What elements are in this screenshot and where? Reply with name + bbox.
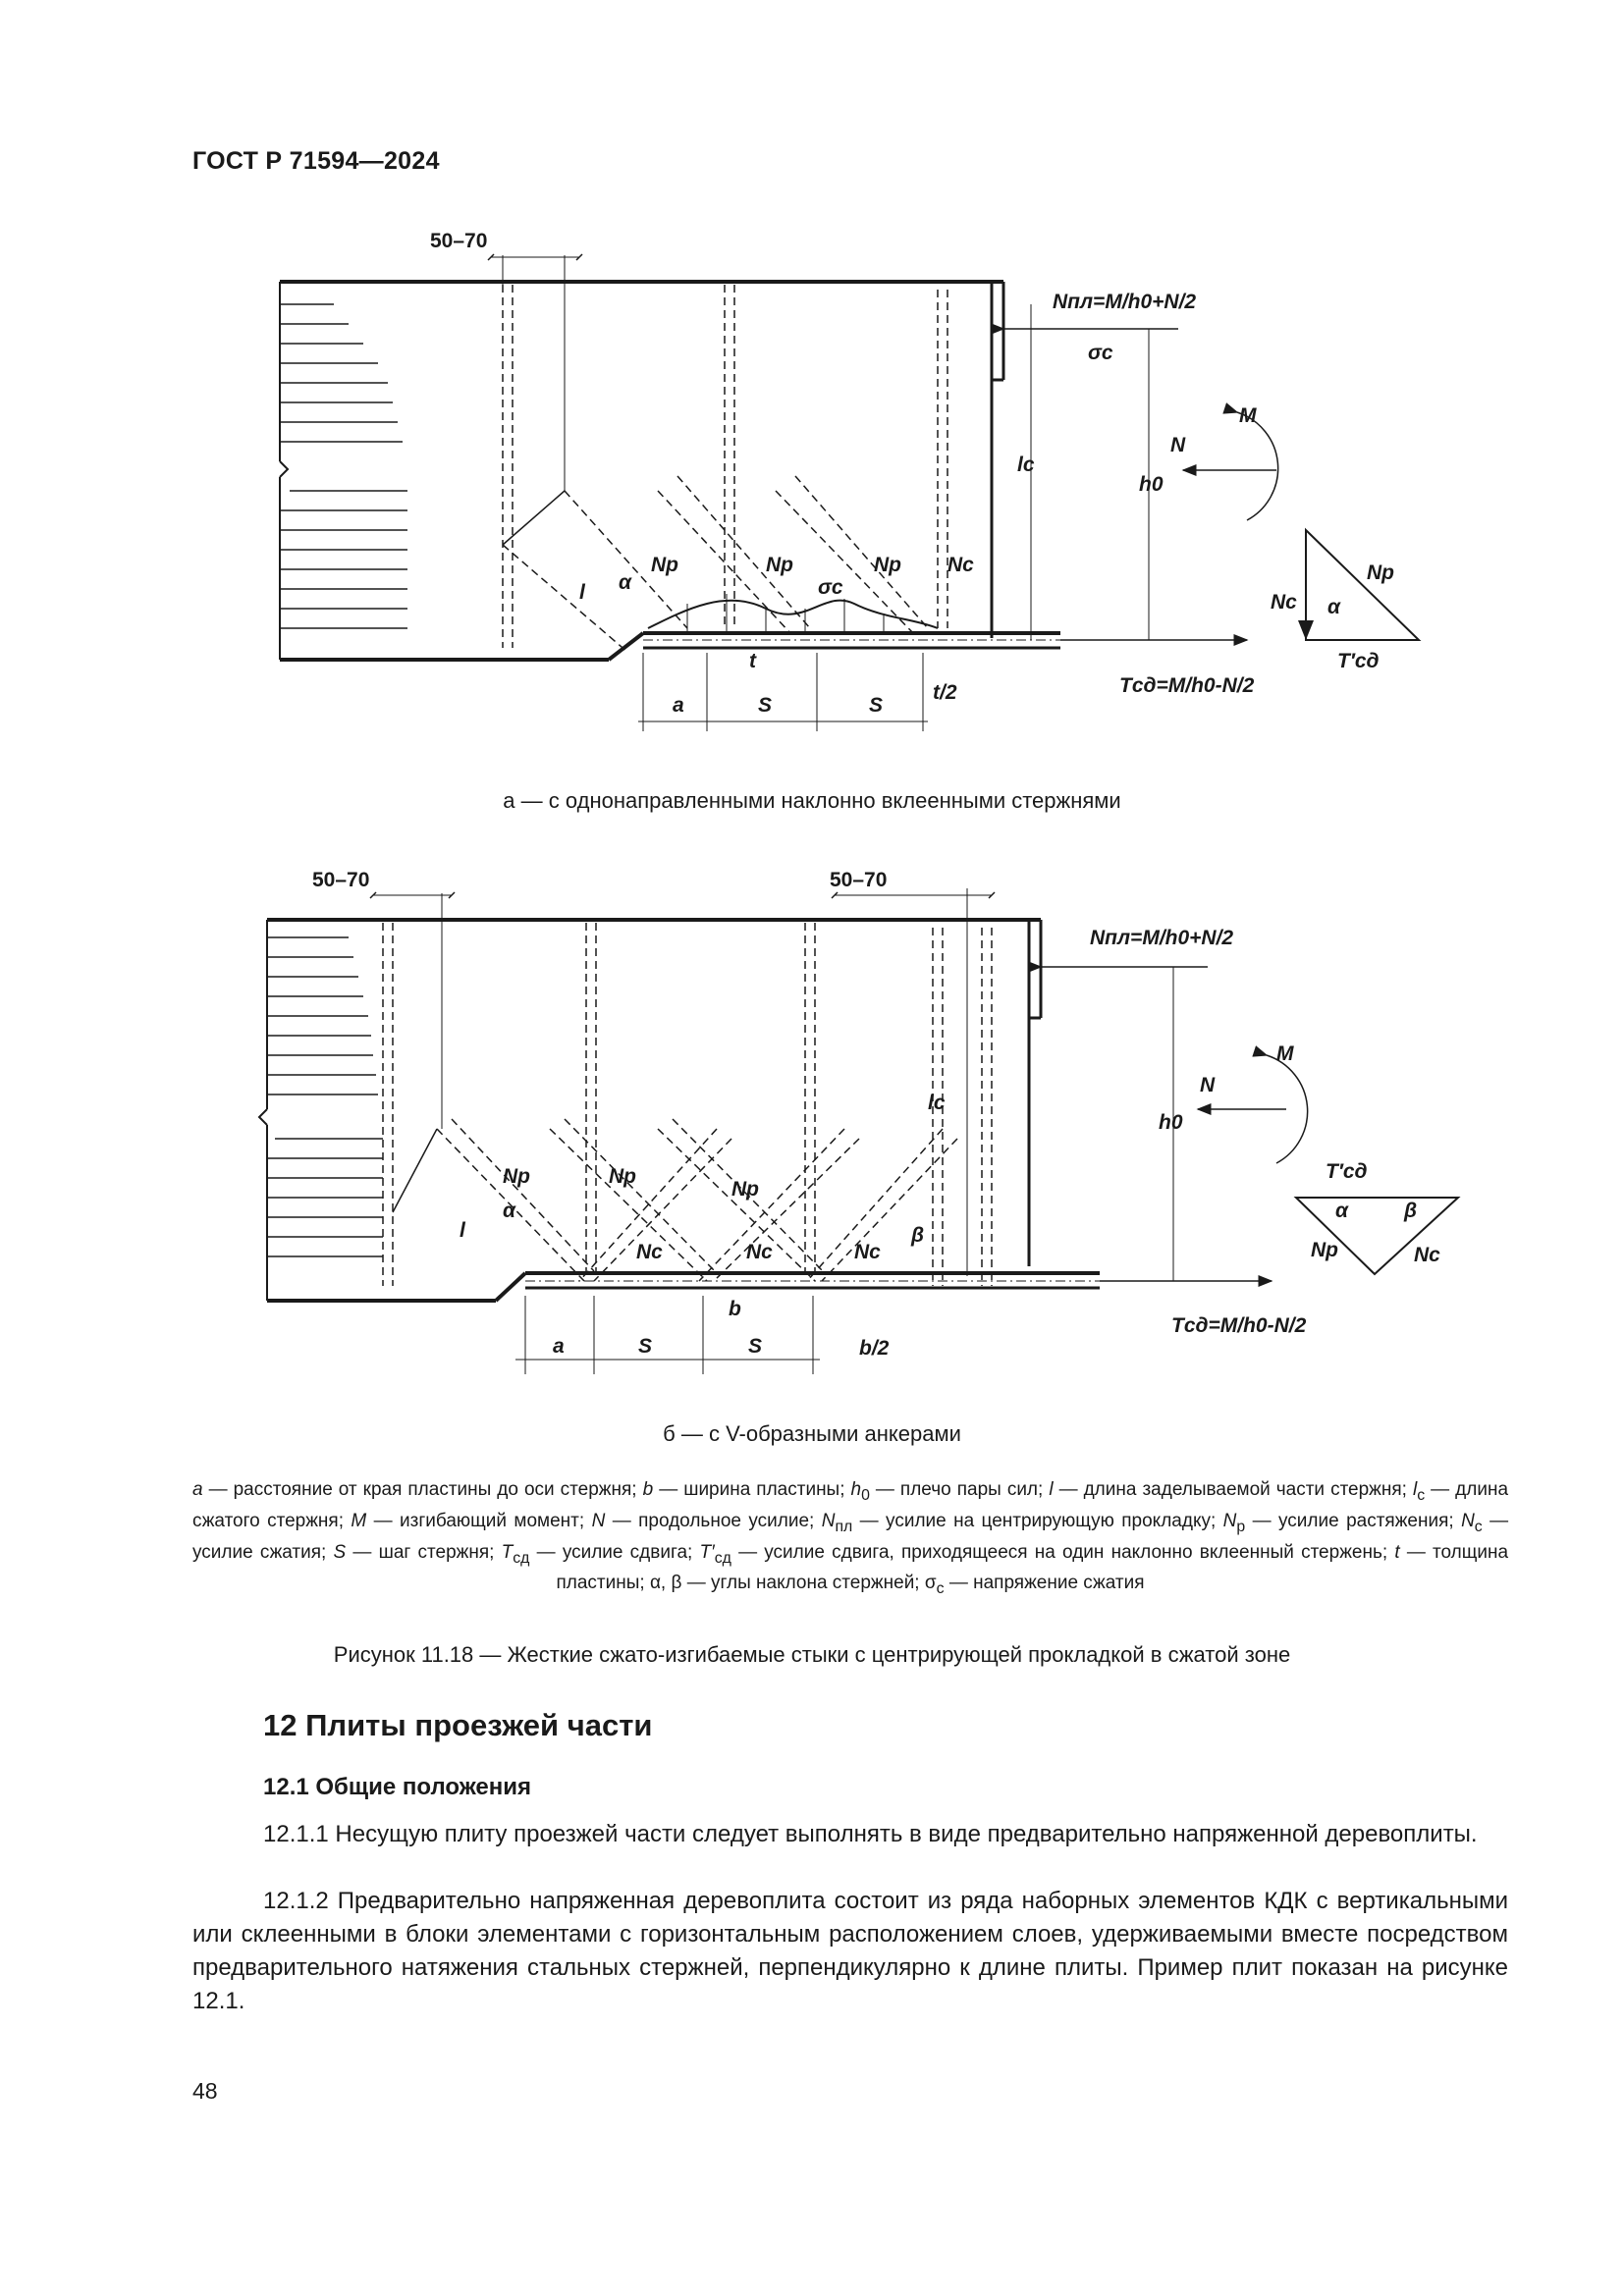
fig-a-label-m: M <box>1239 404 1257 427</box>
fig-a-label-n: N <box>1170 434 1186 456</box>
fig-b-tri-np: Np <box>1311 1239 1338 1261</box>
fig-b-label-nc-1: Nc <box>636 1241 663 1263</box>
fig-b-tri-beta: β <box>1404 1200 1418 1222</box>
fig-b-label-np-1: Np <box>503 1165 530 1188</box>
fig-a-label-sigma-2: σc <box>818 576 843 599</box>
fig-b-label-nc-2: Nc <box>746 1241 773 1263</box>
fig-b-dim-top-left: 50–70 <box>312 869 370 891</box>
fig-b-label-npl: Nпл=M/h0+N/2 <box>1090 927 1234 949</box>
figure-b-labels <box>312 869 1440 1360</box>
figure-a-labels <box>430 230 1394 717</box>
fig-b-dim-top-right: 50–70 <box>830 869 888 891</box>
paragraph-12-1-2: 12.1.2 Предварительно напряженная деревоплита состоит из ряда наборных элементов КДК с вертикальными или склеенными в блоки элементами с горизонтальным расположением слоев, удерживаемыми вместе посредством предварительного натяжения стальных стержней, перпендикулярно к длине плиты. Пример плит показан на рисунке 12.1. <box>192 1888 1508 2014</box>
document-header: ГОСТ Р 71594—2024 <box>192 147 440 175</box>
fig-a-tri-nc: Nc <box>1271 591 1297 614</box>
fig-a-label-t2: t/2 <box>933 681 957 704</box>
fig-a-dim-top: 50–70 <box>430 230 488 252</box>
fig-a-label-a: a <box>673 694 684 717</box>
fig-b-label-lc: lc <box>928 1092 946 1114</box>
fig-b-label-b2: b/2 <box>859 1337 890 1360</box>
fig-b-label-s2: S <box>748 1335 763 1358</box>
fig-a-label-np-2: Np <box>766 554 793 576</box>
fig-a-label-np-3: Np <box>874 554 901 576</box>
fig-b-label-beta: β <box>911 1224 925 1247</box>
fig-b-tri-tsd: T′сд <box>1326 1160 1368 1183</box>
fig-a-label-npl: Nпл=M/h0+N/2 <box>1053 291 1197 313</box>
fig-b-label-s1: S <box>638 1335 653 1358</box>
fig-a-label-np-1: Np <box>651 554 678 576</box>
fig-a-label-alpha: α <box>619 571 632 594</box>
fig-b-label-alpha: α <box>503 1200 516 1222</box>
fig-b-label-np-2: Np <box>609 1165 636 1188</box>
fig-b-label-l: l <box>460 1219 465 1242</box>
fig-b-tri-nc: Nc <box>1414 1244 1440 1266</box>
subsection-title: 12.1 Общие положения <box>263 1774 532 1800</box>
fig-a-label-t: t <box>749 650 756 672</box>
fig-b-label-b: b <box>729 1298 741 1320</box>
fig-b-label-h0: h0 <box>1159 1111 1183 1134</box>
fig-a-label-l: l <box>579 581 585 604</box>
figure-legend: a — расстояние от края пластины до оси стержня; b — ширина пластины; $h_0$ — плечо пары сил; l — длина заделываемой части стержня; $l_c$ — длина сжатого стержня; M — изгибающий момент; N — продольное усилие; $N_{пл}$ — усилие на центрирующую прокладку; $N_р$ — усилие растяжения; $N_с$ — усилие сжатия; S — шаг стержня; $T_{сд}$ — усилие сдвига; $T'_{сд}$ — усилие сдвига, приходящееся на один наклонно вклеенный стержень; t — толщина пластины; α, β — углы наклона стержней; $\sigma_с$ — напряжение сжатия <box>192 1479 1509 1598</box>
fig-a-tri-alpha: α <box>1327 596 1341 618</box>
fig-b-label-a: a <box>553 1335 565 1358</box>
fig-b-tri-alpha: α <box>1335 1200 1349 1222</box>
fig-a-tri-np: Np <box>1367 561 1394 584</box>
fig-a-tri-tsd: T′сд <box>1337 650 1380 672</box>
figure-a-diagram <box>0 0 1624 785</box>
paragraph-12-1-1: 12.1.1 Несущую плиту проезжей части следует выполнять в виде предварительно напряженной деревоплиты. <box>263 1821 1478 1847</box>
page-number: 48 <box>192 2078 218 2104</box>
figure-b-caption: б — с V-образными анкерами <box>663 1421 961 1446</box>
fig-a-label-h0: h0 <box>1139 473 1164 496</box>
fig-a-label-sigma: σc <box>1088 342 1113 364</box>
figure-a-caption: а — с однонаправленными наклонно вклеенными стержнями <box>503 788 1121 813</box>
fig-b-label-nc-3: Nc <box>854 1241 881 1263</box>
fig-a-label-s1: S <box>758 694 773 717</box>
figure-caption: Рисунок 11.18 — Жесткие сжато-изгибаемые стыки с центрирующей прокладкой в сжатой зоне <box>333 1642 1291 1667</box>
section-title: 12 Плиты проезжей части <box>263 1708 653 1742</box>
fig-a-label-nc: Nc <box>947 554 974 576</box>
fig-b-label-tsd: Tсд=M/h0-N/2 <box>1171 1314 1307 1337</box>
fig-b-label-m: M <box>1276 1042 1294 1065</box>
fig-b-label-n: N <box>1200 1074 1216 1096</box>
fig-a-label-s2: S <box>869 694 884 717</box>
fig-b-label-np-3: Np <box>731 1178 759 1201</box>
fig-a-label-tsd: Tсд=M/h0-N/2 <box>1119 674 1255 697</box>
fig-a-label-lc: lc <box>1017 454 1035 476</box>
